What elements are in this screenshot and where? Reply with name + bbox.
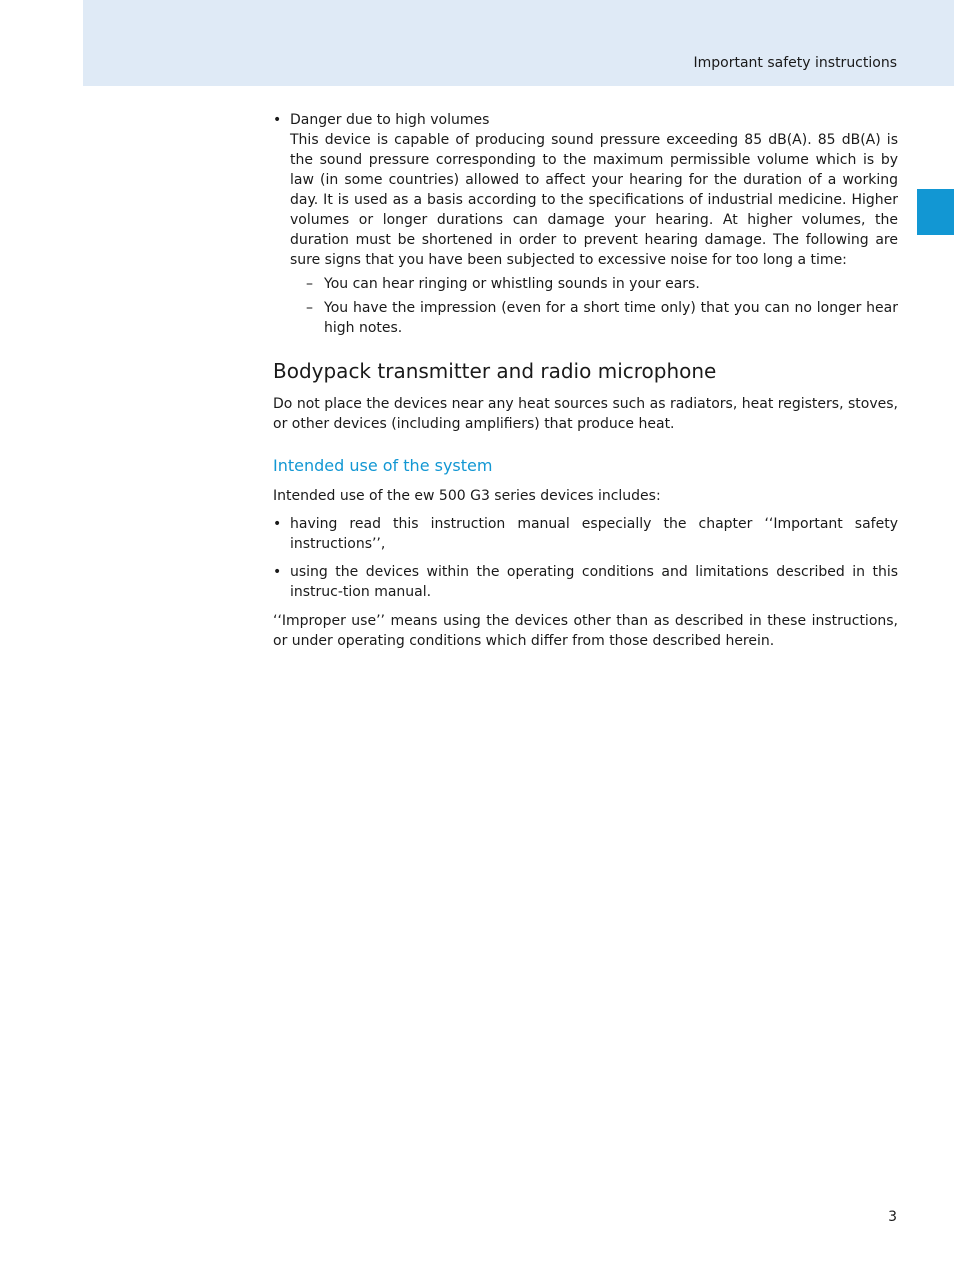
bullet-marker: •	[273, 112, 282, 128]
main-content	[273, 110, 898, 651]
warning-sign-item	[290, 298, 898, 338]
running-header-title: Important safety instructions	[693, 55, 897, 71]
dash-marker: –	[306, 276, 313, 292]
bullet-marker: •	[273, 564, 282, 580]
chapter-tab-marker	[917, 189, 954, 235]
bodypack-text: Do not place the devices near any heat sources such as radiators, heat registers, stoves, or other devices (including amplifiers) that produce heat.	[273, 396, 898, 432]
warning-sign-text: You can hear ringing or whistling sounds in your ears.	[324, 276, 700, 292]
intended-use-item	[273, 562, 898, 602]
dash-marker: –	[306, 300, 313, 316]
section-heading-bodypack: Bodypack transmitter and radio microphone	[273, 359, 717, 383]
improper-use-text: ‘‘Improper use’’ means using the devices other than as described in these instructions, or under operating conditions which differ from those described herein.	[273, 613, 898, 649]
intended-use-item-text: having read this instruction manual especially the chapter ‘‘Important safety instructions’’,	[290, 516, 898, 552]
page-number: 3	[888, 1209, 897, 1225]
subsection-heading-intended-use: Intended use of the system	[273, 456, 493, 475]
header-band	[83, 0, 954, 86]
danger-body: This device is capable of producing sound pressure exceeding 85 dB(A). 85 dB(A) is the sound pressure corresponding to the maximum permissible volume which is by law (in some countries) allowed to affect your hearing for the duration of a working day. It is used as a basis according to the specifications of industrial medicine. Higher volumes or longer durations can damage your hearing. At higher volumes, the duration must be shortened in order to prevent hearing damage. The following are sure signs that you have been subjected to excessive noise for too long a time:	[290, 132, 898, 268]
warning-sign-item	[290, 274, 898, 294]
intended-use-item-text: using the devices within the operating conditions and limitations described in this instruc-tion manual.	[290, 564, 898, 600]
bullet-marker: •	[273, 516, 282, 532]
intended-use-intro: Intended use of the ew 500 G3 series devices includes:	[273, 488, 661, 504]
danger-title: Danger due to high volumes	[290, 112, 490, 128]
intended-use-item	[273, 514, 898, 554]
danger-bullet	[273, 110, 898, 338]
warning-sign-text: You have the impression (even for a short time only) that you can no longer hear high notes.	[324, 300, 898, 336]
